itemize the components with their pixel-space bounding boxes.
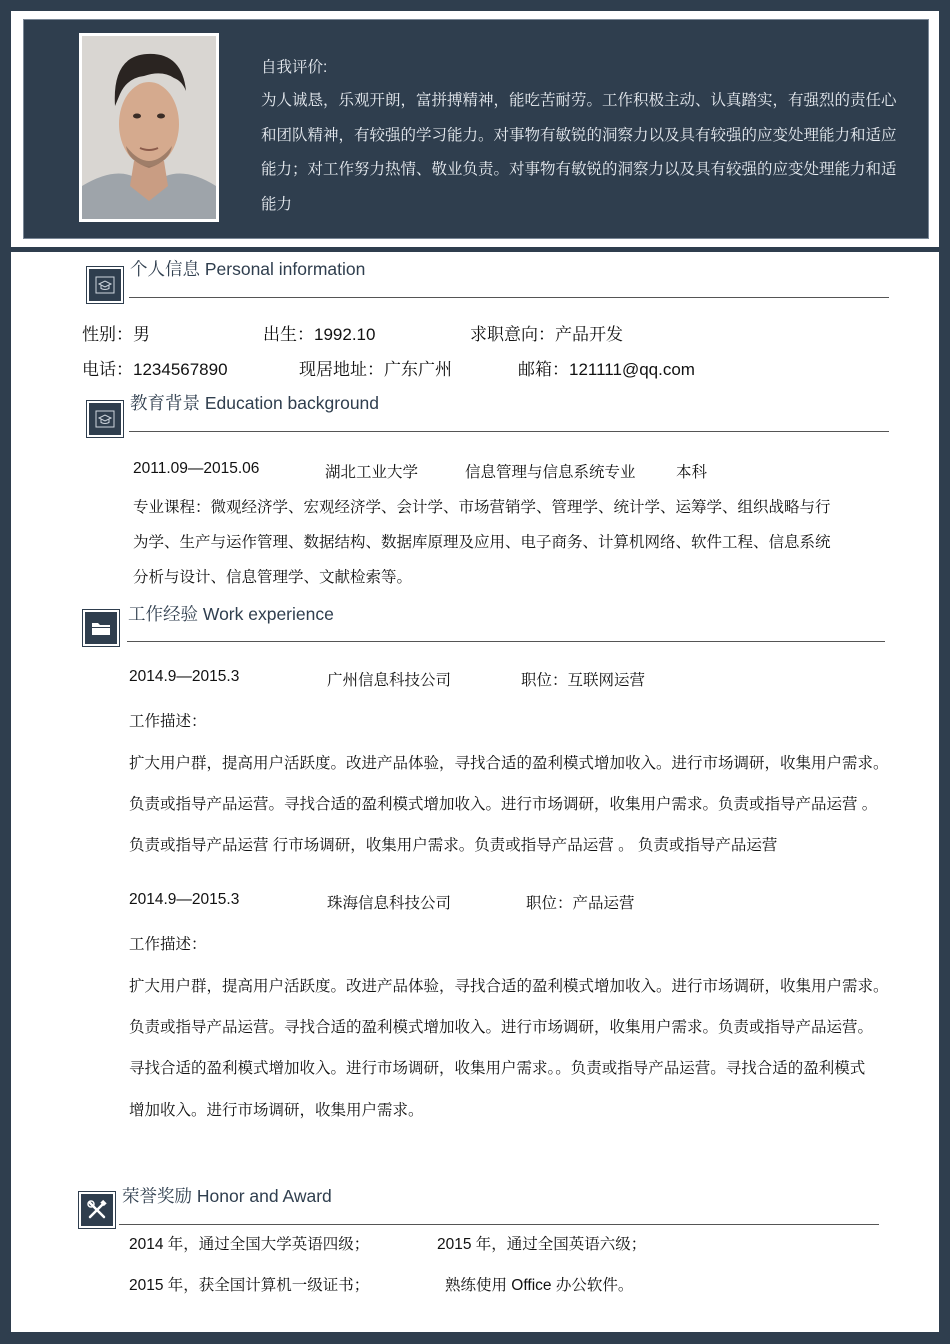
education-school: 湖北工业大学 — [325, 464, 419, 481]
address-field: 现居地址：广东广州 — [299, 360, 452, 379]
personal-section-title: 个人信息 Personal information — [130, 259, 366, 279]
job-description-line: 负责或指导产品运营 行市场调研，收集用户需求。负责或指导产品运营 。 负责或指导产品运营 — [129, 837, 778, 854]
education-section-title: 教育背景 Education background — [130, 393, 380, 413]
tools-icon — [85, 1198, 109, 1222]
work-section-icon — [83, 610, 119, 646]
awards-section-title: 荣誉奖励 Honor and Award — [122, 1186, 332, 1206]
work-section-title: 工作经验 Work experience — [128, 604, 334, 624]
profile-photo-image — [82, 36, 216, 219]
job-description-line: 负责或指导产品运营。寻找合适的盈利模式增加收入。进行市场调研，收集用户需求。负责或指导产品运营。 — [129, 1019, 874, 1036]
birth-field: 出生：1992.10 — [263, 325, 376, 344]
education-section-icon — [87, 401, 123, 437]
education-courses-line: 专业课程：微观经济学、宏观经济学、会计学、市场营销学、管理学、统计学、运筹学、组织战略与行 — [133, 499, 831, 516]
education-major: 信息管理与信息系统专业 — [465, 464, 636, 481]
job-description-label: 工作描述： — [129, 713, 207, 730]
award-item: 熟练使用 Office 办公软件。 — [445, 1277, 634, 1294]
job-company: 广州信息科技公司 — [327, 672, 452, 689]
job-description-line: 负责或指导产品运营。寻找合适的盈利模式增加收入。进行市场调研，收集用户需求。负责或指导产品运营 。 — [129, 796, 878, 813]
job-intent-field: 求职意向：产品开发 — [470, 325, 623, 344]
header-banner-frame — [11, 11, 939, 247]
job-description-line: 增加收入。进行市场调研，收集用户需求。 — [129, 1102, 424, 1119]
header-divider-band — [11, 247, 939, 252]
folder-icon — [89, 616, 113, 640]
summary-label: 自我评价: — [261, 59, 328, 76]
award-item: 2014 年，通过全国大学英语四级； — [129, 1236, 370, 1253]
personal-section-rule — [129, 297, 889, 298]
summary-text: 为人诚恳，乐观开朗，富拼搏精神，能吃苦耐劳。工作积极主动、认真踏实，有强烈的责任心和团队精神，有较强的学习能力。对事物有敏锐的洞察力以及具有较强的应变处理能力和适应能力；对工作努力热情、敬业负责。对事物有敏锐的洞察力以及具有较强的应变处理能力和适能力 — [261, 92, 897, 213]
job-description-line: 扩大用户群，提高用户活跃度。改进产品体验，寻找合适的盈利模式增加收入。进行市场调研，收集用户需求。 — [129, 755, 889, 772]
graduation-cap-icon — [93, 407, 117, 431]
gender-field: 性别：男 — [82, 325, 150, 344]
graduation-cap-icon — [93, 273, 117, 297]
profile-photo — [79, 33, 219, 222]
phone-field: 电话：1234567890 — [82, 360, 228, 379]
awards-section-rule — [119, 1224, 879, 1225]
job-description-label: 工作描述： — [129, 936, 207, 953]
education-courses-line: 为学、生产与运作管理、数据结构、数据库原理及应用、电子商务、计算机网络、软件工程、信息系统 — [133, 534, 831, 551]
education-period: 2011.09—2015.06 — [133, 460, 260, 477]
header-banner — [23, 19, 929, 239]
work-section-rule — [127, 641, 885, 642]
email-field: 邮箱：121111@qq.com — [518, 360, 695, 379]
job-description-line: 扩大用户群，提高用户活跃度。改进产品体验，寻找合适的盈利模式增加收入。进行市场调研，收集用户需求。 — [129, 978, 889, 995]
job-position: 职位：互联网运营 — [521, 672, 646, 689]
education-section-rule — [129, 431, 889, 432]
job-period: 2014.9—2015.3 — [129, 668, 240, 685]
job-company: 珠海信息科技公司 — [327, 895, 452, 912]
award-item: 2015 年，获全国计算机一级证书； — [129, 1277, 370, 1294]
resume-sheet — [11, 11, 939, 1332]
education-degree: 本科 — [676, 464, 708, 481]
personal-section-icon — [87, 267, 123, 303]
education-courses-line: 分析与设计、信息管理学、文献检索等。 — [133, 569, 413, 586]
job-period: 2014.9—2015.3 — [129, 891, 240, 908]
award-item: 2015 年，通过全国英语六级； — [437, 1236, 647, 1253]
awards-section-icon — [79, 1192, 115, 1228]
job-position: 职位：产品运营 — [526, 895, 635, 912]
job-description-line: 寻找合适的盈利模式增加收入。进行市场调研，收集用户需求。。负责或指导产品运营。寻找合适的盈利模式 — [129, 1060, 866, 1077]
